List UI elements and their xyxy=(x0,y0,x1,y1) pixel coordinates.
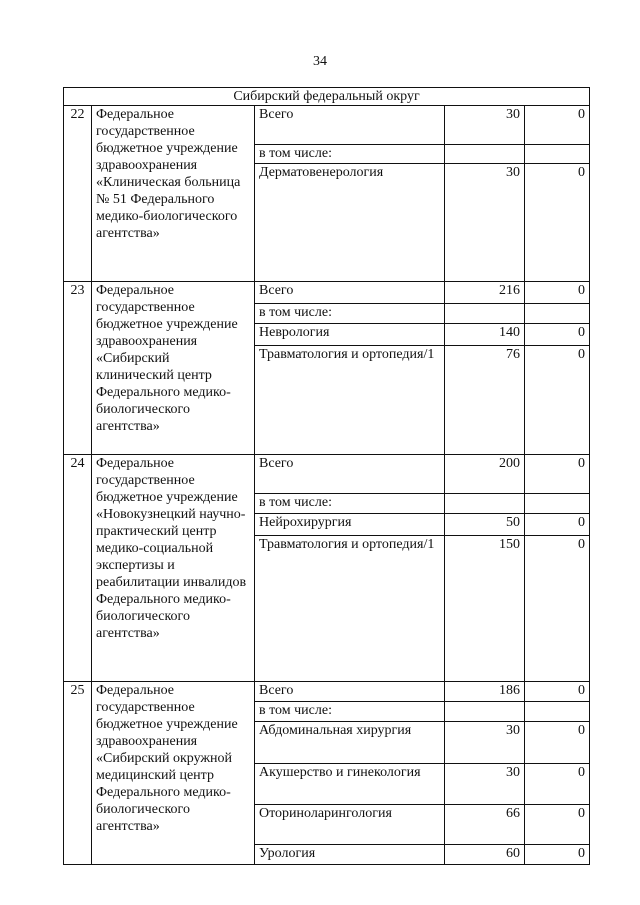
empty-cell xyxy=(525,145,590,164)
specialty-label: Травматология и ортопедия/1 xyxy=(255,536,445,682)
specialty-beds: 30 xyxy=(445,722,525,764)
entry-number: 22 xyxy=(64,106,92,282)
specialty-label: Неврология xyxy=(255,324,445,346)
empty-cell xyxy=(525,702,590,722)
page-number: 34 xyxy=(313,54,327,69)
table-row xyxy=(64,682,590,702)
total-beds: 200 xyxy=(445,455,525,494)
specialty-label: Травматология и ортопедия/1 xyxy=(255,346,445,455)
subtotal-label: в том числе: xyxy=(255,145,445,164)
total-label: Всего xyxy=(255,682,445,702)
region-title: Сибирский федеральный округ xyxy=(64,88,590,106)
specialty-extra: 0 xyxy=(525,536,590,682)
specialty-label: Нейрохирургия xyxy=(255,514,445,536)
subtotal-label: в том числе: xyxy=(255,304,445,324)
table-row xyxy=(64,282,590,304)
specialty-beds: 140 xyxy=(445,324,525,346)
specialty-extra: 0 xyxy=(525,764,590,805)
specialty-beds: 76 xyxy=(445,346,525,455)
region-row xyxy=(64,88,590,106)
total-label: Всего xyxy=(255,106,445,145)
specialty-extra: 0 xyxy=(525,805,590,845)
specialty-beds: 150 xyxy=(445,536,525,682)
table-row xyxy=(64,106,590,145)
beds-table xyxy=(63,87,590,865)
subtotal-label: в том числе: xyxy=(255,702,445,722)
organization-name: Федеральное государственное бюджетное учреждение здравоохранения «Сибирский клинический центр Федерального медико-биологического агентства» xyxy=(92,282,255,455)
total-beds: 186 xyxy=(445,682,525,702)
specialty-beds: 50 xyxy=(445,514,525,536)
specialty-beds: 30 xyxy=(445,764,525,805)
specialty-extra: 0 xyxy=(525,164,590,282)
total-extra: 0 xyxy=(525,682,590,702)
table-row xyxy=(64,455,590,494)
specialty-label: Акушерство и гинекология xyxy=(255,764,445,805)
subtotal-label: в том числе: xyxy=(255,494,445,514)
specialty-beds: 66 xyxy=(445,805,525,845)
empty-cell xyxy=(525,494,590,514)
specialty-label: Оториноларингология xyxy=(255,805,445,845)
specialty-label: Дерматовенерология xyxy=(255,164,445,282)
total-label: Всего xyxy=(255,282,445,304)
organization-name: Федеральное государственное бюджетное учреждение здравоохранения «Сибирский окружной медицинский центр Федерального медико-биологического агентства» xyxy=(92,682,255,865)
specialty-beds: 60 xyxy=(445,845,525,865)
total-extra: 0 xyxy=(525,282,590,304)
entry-number: 23 xyxy=(64,282,92,455)
specialty-extra: 0 xyxy=(525,324,590,346)
entry-number: 25 xyxy=(64,682,92,865)
total-beds: 30 xyxy=(445,106,525,145)
specialty-extra: 0 xyxy=(525,346,590,455)
total-label: Всего xyxy=(255,455,445,494)
total-extra: 0 xyxy=(525,106,590,145)
empty-cell xyxy=(445,702,525,722)
specialty-label: Урология xyxy=(255,845,445,865)
specialty-extra: 0 xyxy=(525,845,590,865)
empty-cell xyxy=(525,304,590,324)
total-beds: 216 xyxy=(445,282,525,304)
entry-number: 24 xyxy=(64,455,92,682)
empty-cell xyxy=(445,304,525,324)
specialty-label: Абдоминальная хирургия xyxy=(255,722,445,764)
specialty-extra: 0 xyxy=(525,514,590,536)
organization-name: Федеральное государственное бюджетное учреждение здравоохранения «Клиническая больница № 51 Федерального медико-биологического агентства» xyxy=(92,106,255,282)
empty-cell xyxy=(445,494,525,514)
empty-cell xyxy=(445,145,525,164)
specialty-beds: 30 xyxy=(445,164,525,282)
specialty-extra: 0 xyxy=(525,722,590,764)
organization-name: Федеральное государственное бюджетное учреждение «Новокузнецкий научно-практический центр медико-социальной экспертизы и реабилитации инвалидов Федерального медико-биологического агентства» xyxy=(92,455,255,682)
total-extra: 0 xyxy=(525,455,590,494)
